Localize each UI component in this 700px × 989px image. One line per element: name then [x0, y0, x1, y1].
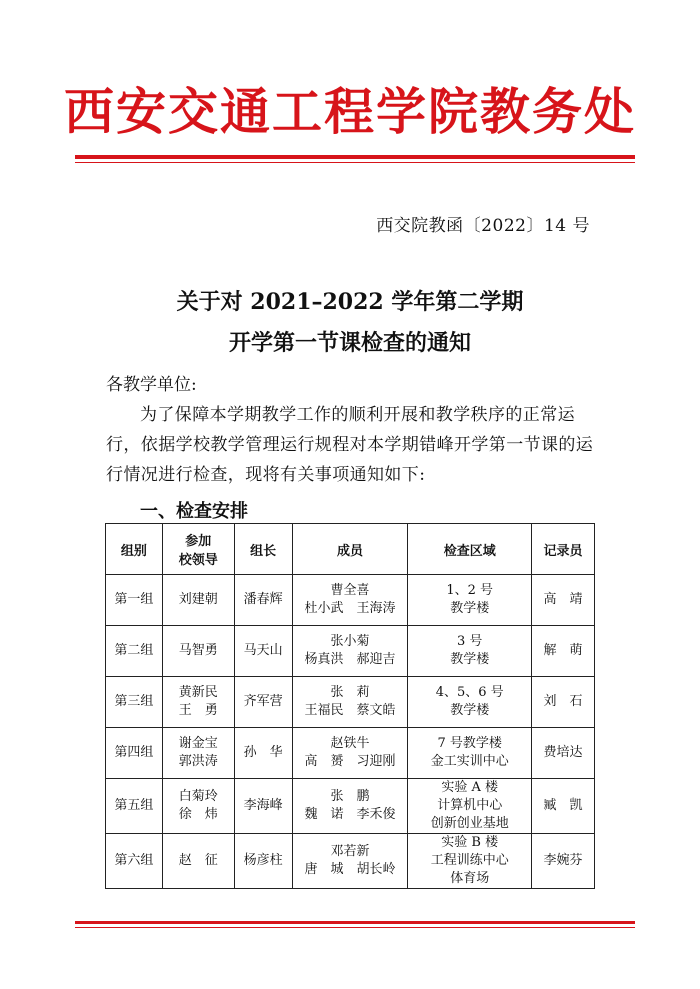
section-heading: 一、检查安排 — [140, 501, 248, 522]
table-cell: 实验 A 楼 计算机中心 创新创业基地 — [408, 779, 532, 834]
table-header-cell: 记录员 — [532, 524, 595, 575]
table-cell: 第六组 — [106, 834, 163, 889]
table-cell: 3 号 教学楼 — [408, 626, 532, 677]
table-cell: 谢金宝 郭洪涛 — [162, 728, 234, 779]
footer-rule-thin — [75, 927, 635, 928]
notice-title-line-1: 关于对 2021–2022 学年第二学期 — [176, 289, 524, 315]
table-header-cell: 组长 — [234, 524, 292, 575]
table-header-cell: 参加 校领导 — [162, 524, 234, 575]
table-cell: 孙 华 — [234, 728, 292, 779]
table-cell: 张小菊 杨真洪 郝迎吉 — [292, 626, 408, 677]
table-cell: 高 靖 — [532, 575, 595, 626]
table-cell: 马智勇 — [162, 626, 234, 677]
table-row — [106, 834, 595, 889]
table-cell: 4、5、6 号 教学楼 — [408, 677, 532, 728]
table-cell: 马天山 — [234, 626, 292, 677]
table-cell: 第五组 — [106, 779, 163, 834]
table-header-cell: 组别 — [106, 524, 163, 575]
table-header-row — [106, 524, 595, 575]
table-cell: 费培达 — [532, 728, 595, 779]
table-row — [106, 728, 595, 779]
table-cell: 刘建朝 — [162, 575, 234, 626]
table-cell: 解 萌 — [532, 626, 595, 677]
table-cell: 1、2 号 教学楼 — [408, 575, 532, 626]
notice-title-line-2: 开学第一节课检查的通知 — [228, 330, 471, 356]
table-cell: 张 莉 王福民 蔡文皓 — [292, 677, 408, 728]
salutation: 各教学单位: — [106, 375, 197, 395]
header-rule-thick — [75, 155, 635, 159]
table-cell: 潘春辉 — [234, 575, 292, 626]
body-paragraph: 为了保障本学期教学工作的顺利开展和教学秩序的正常运行，依据学校教学管理运行规程对本学期错峰开学第一节课的运行情况进行检查，现将有关事项通知如下: — [106, 405, 594, 485]
issuer-title: 西安交通工程学院教务处 — [64, 82, 636, 141]
table-cell: 赵 征 — [162, 834, 234, 889]
table-cell: 第二组 — [106, 626, 163, 677]
header-rule-thin — [75, 162, 635, 163]
table-row — [106, 575, 595, 626]
table-cell: 曹全喜 杜小武 王海涛 — [292, 575, 408, 626]
table-cell: 李海峰 — [234, 779, 292, 834]
table-cell: 白菊玲 徐 炜 — [162, 779, 234, 834]
table-cell: 杨彦柱 — [234, 834, 292, 889]
inspection-arrangement-table — [105, 523, 595, 889]
table-cell: 实验 B 楼 工程训练中心 体育场 — [408, 834, 532, 889]
table-row — [106, 626, 595, 677]
table-cell: 张 鹏 魏 诺 李禾俊 — [292, 779, 408, 834]
table-cell: 第三组 — [106, 677, 163, 728]
table-cell: 臧 凯 — [532, 779, 595, 834]
table-cell: 黄新民 王 勇 — [162, 677, 234, 728]
table-row — [106, 779, 595, 834]
table-header-cell: 成员 — [292, 524, 408, 575]
table-cell: 第四组 — [106, 728, 163, 779]
table-cell: 李婉芬 — [532, 834, 595, 889]
document-number: 西交院教函〔2022〕14 号 — [376, 216, 590, 236]
table-row — [106, 677, 595, 728]
table-cell: 第一组 — [106, 575, 163, 626]
table-cell: 齐军营 — [234, 677, 292, 728]
table-cell: 7 号教学楼 金工实训中心 — [408, 728, 532, 779]
table-header-cell: 检查区域 — [408, 524, 532, 575]
footer-rule-thick — [75, 921, 635, 924]
table-cell: 邓若新 唐 城 胡长岭 — [292, 834, 408, 889]
table-cell: 赵铁牛 高 赟 习迎刚 — [292, 728, 408, 779]
table-cell: 刘 石 — [532, 677, 595, 728]
